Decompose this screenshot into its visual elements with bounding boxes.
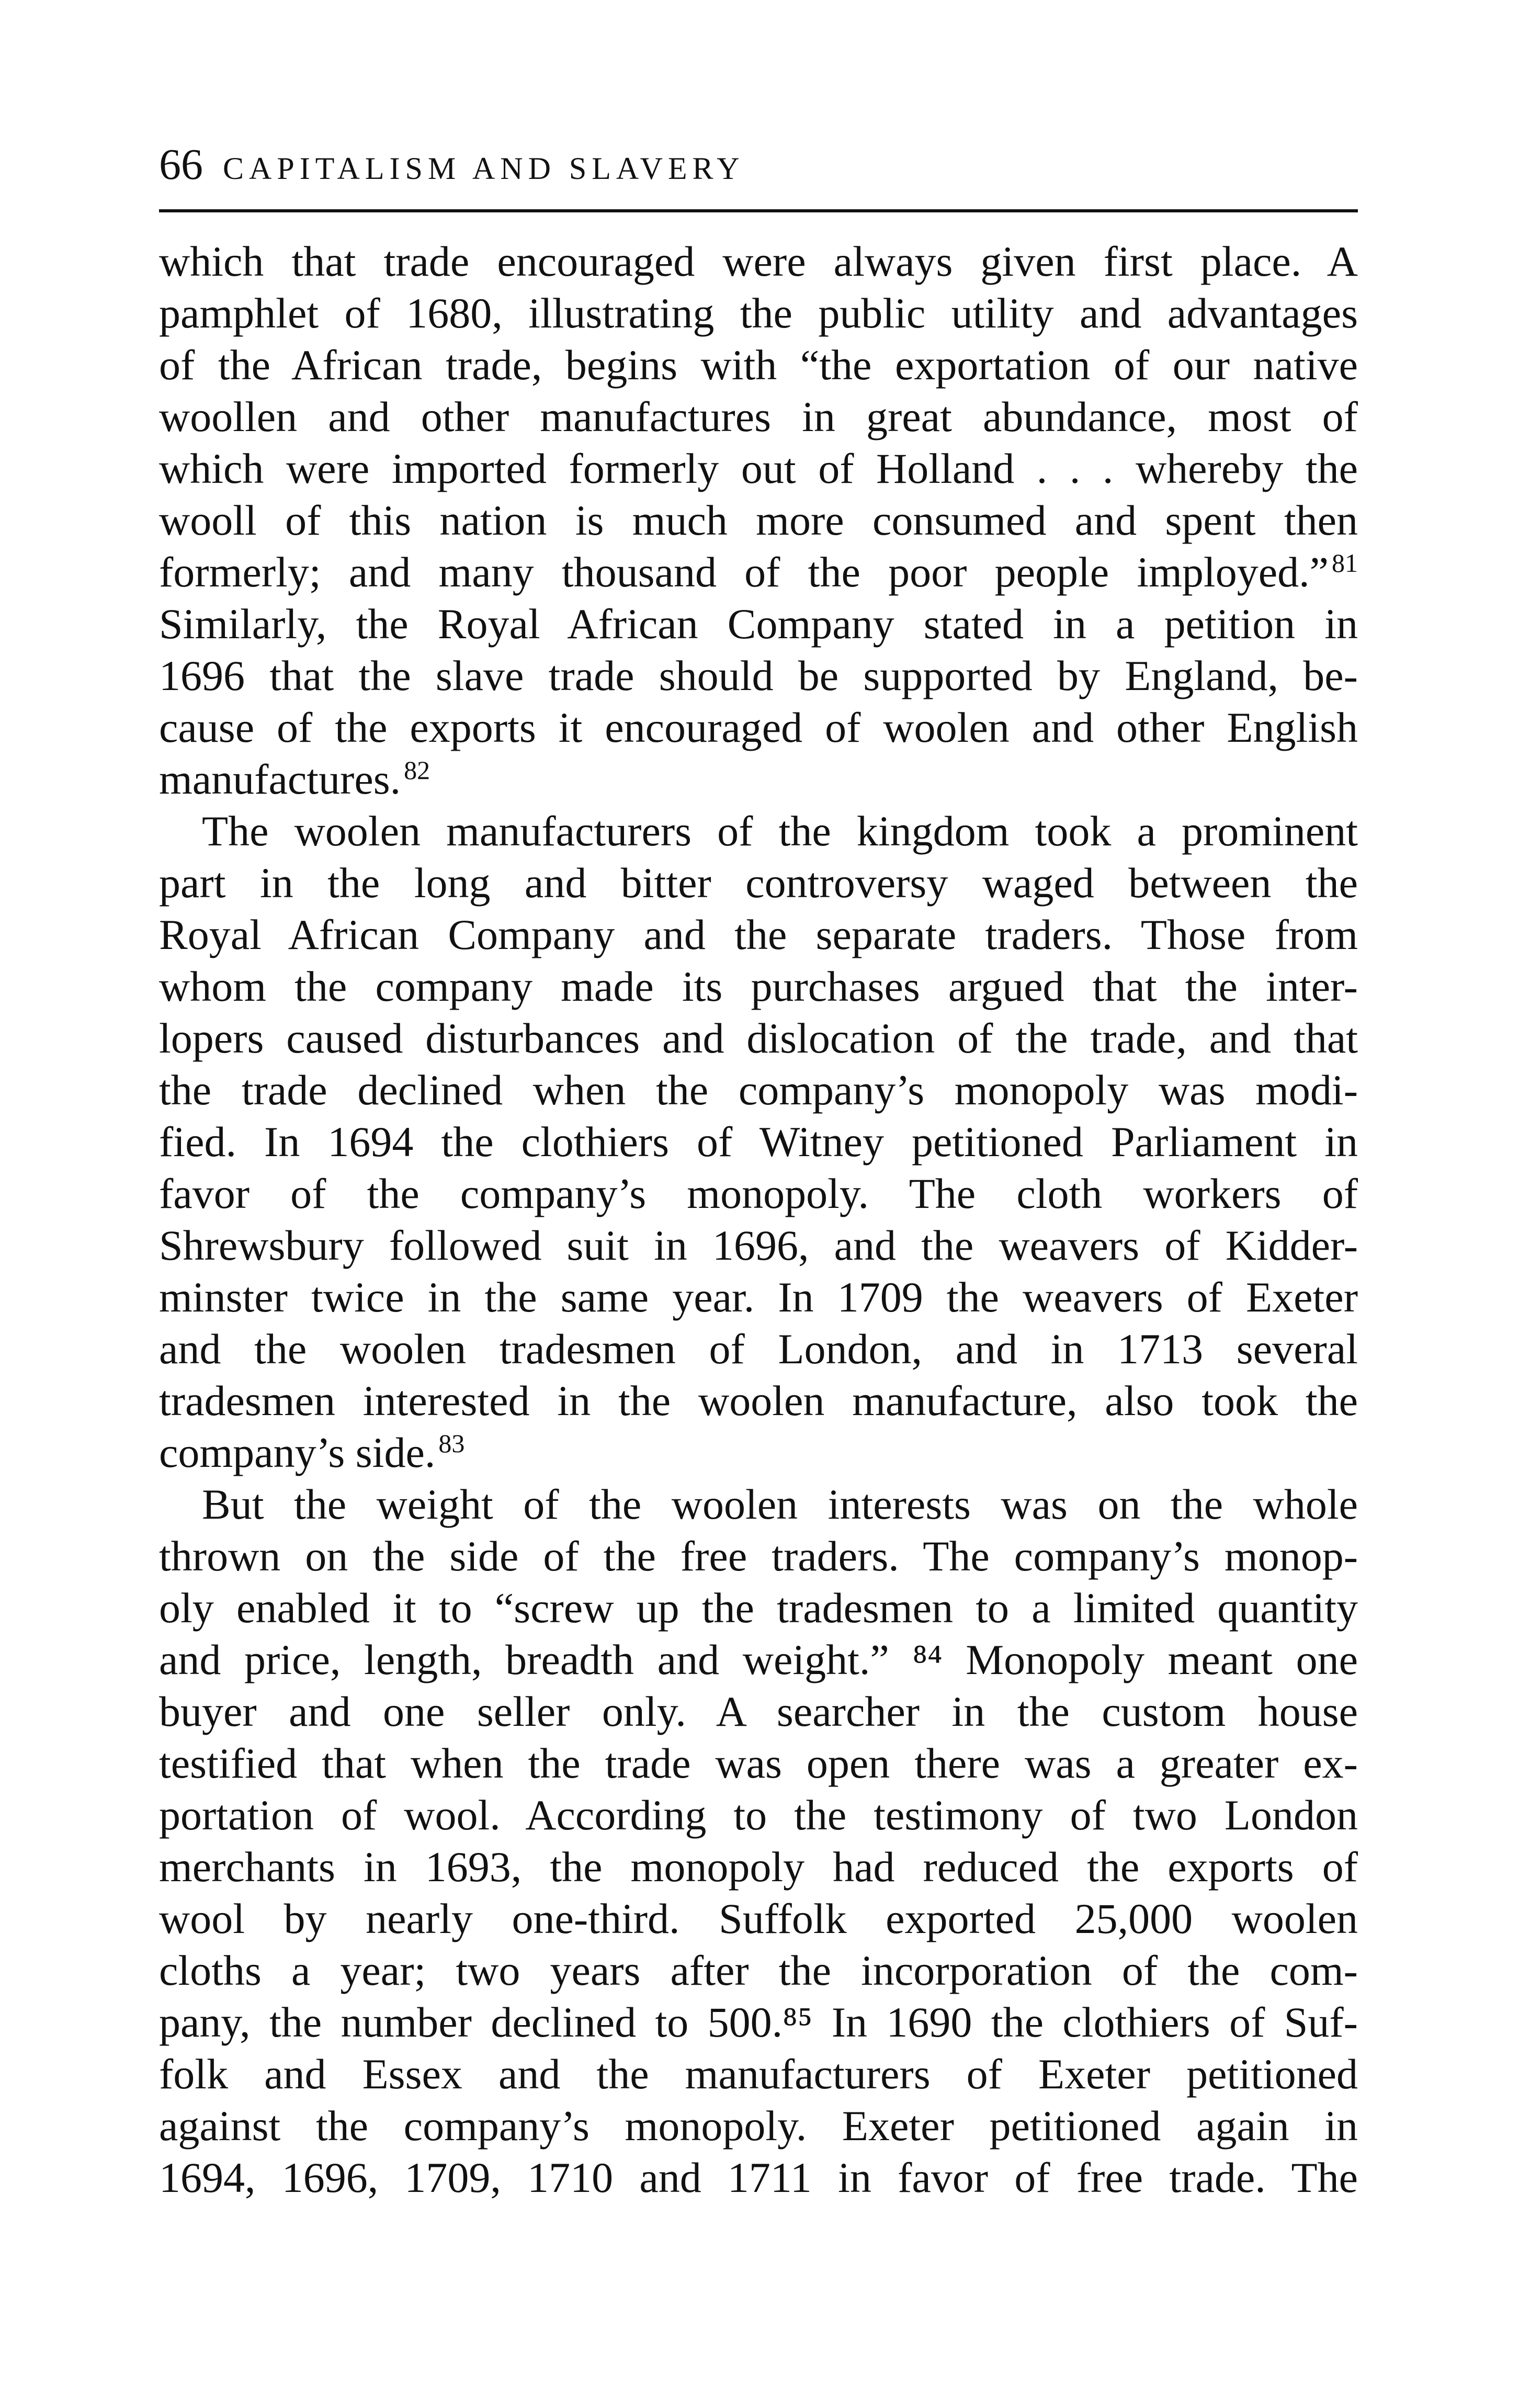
line-text: tradesmen interested in the woolen manufacture, also took the [159, 1377, 1358, 1425]
text-line [159, 1478, 1358, 1530]
text-line [159, 1945, 1358, 1996]
text-line [159, 494, 1358, 546]
line-text: which that trade encouraged were always given first place. A [159, 238, 1358, 285]
text-line [159, 1686, 1358, 1737]
line-text: Similarly, the Royal African Company stated in a petition in [159, 600, 1358, 648]
text-line [159, 753, 1358, 805]
line-text: the trade declined when the company’s monopoly was modi- [159, 1066, 1358, 1114]
header-rule [159, 209, 1358, 212]
line-text: lopers caused disturbances and dislocation of the trade, and that [159, 1014, 1358, 1062]
text-line [159, 805, 1358, 857]
line-text: and the woolen tradesmen of London, and in 1713 several [159, 1325, 1358, 1373]
text-line [159, 960, 1358, 1012]
text-line [159, 2100, 1358, 2152]
text-line [159, 2152, 1358, 2203]
line-text: pamphlet of 1680, illustrating the public utility and advantages [159, 289, 1358, 337]
text-line [159, 1427, 1358, 1478]
line-text: of the African trade, begins with “the exportation of our native [159, 341, 1358, 389]
line-text: Shrewsbury followed suit in 1696, and the weavers of Kidder- [159, 1222, 1358, 1269]
line-text: 1694, 1696, 1709, 1710 and 1711 in favor of free trade. The [159, 2154, 1358, 2201]
line-text: cloths a year; two years after the incorporation of the com- [159, 1947, 1358, 1994]
line-text: portation of wool. According to the testimony of two London [159, 1791, 1358, 1839]
line-text: whom the company made its purchases argued that the inter- [159, 963, 1358, 1010]
text-line [159, 1323, 1358, 1375]
line-text: 1696 that the slave trade should be supported by England, be- [159, 652, 1358, 699]
text-line [159, 287, 1358, 339]
footnote-marker: 83 [438, 1429, 465, 1458]
line-text: which were imported formerly out of Holland . . . whereby the [159, 445, 1358, 492]
text-line [159, 339, 1358, 391]
text-line [159, 650, 1358, 702]
text-line [159, 702, 1358, 753]
text-line [159, 235, 1358, 287]
text-line [159, 1530, 1358, 1582]
text-line [159, 1789, 1358, 1841]
text-line [159, 1064, 1358, 1116]
text-line [159, 391, 1358, 443]
body-text [159, 235, 1358, 2203]
line-text: thrown on the side of the free traders. The company’s monop- [159, 1532, 1358, 1580]
text-line [159, 1582, 1358, 1634]
line-text: testified that when the trade was open there was a greater ex- [159, 1739, 1358, 1787]
line-text: favor of the company’s monopoly. The cloth workers of [159, 1170, 1358, 1217]
line-text: buyer and one seller only. A searcher in the custom house [159, 1688, 1358, 1735]
book-title: CAPITALISM AND SLAVERY [223, 151, 745, 186]
line-text: cause of the exports it encouraged of woolen and other English [159, 704, 1358, 751]
footnote-marker: 82 [404, 755, 430, 785]
line-text: fied. In 1694 the clothiers of Witney petitioned Parliament in [159, 1118, 1358, 1166]
line-text: formerly; and many thousand of the poor people imployed.” [159, 548, 1329, 596]
text-line [159, 857, 1358, 909]
line-text: company’s side. [159, 1429, 436, 1476]
line-text: The woolen manufacturers of the kingdom took a prominent [202, 807, 1358, 855]
text-line [159, 1634, 1358, 1686]
line-text: But the weight of the woolen interests was on the whole [202, 1480, 1358, 1528]
text-line [159, 598, 1358, 650]
text-line [159, 1271, 1358, 1323]
text-line [159, 1841, 1358, 1893]
text-line [159, 1737, 1358, 1789]
text-line [159, 1012, 1358, 1064]
line-text: minster twice in the same year. In 1709 the weavers of Exeter [159, 1273, 1358, 1321]
line-text: Royal African Company and the separate traders. Those from [159, 911, 1358, 958]
line-text: part in the long and bitter controversy waged between the [159, 859, 1358, 907]
text-line [159, 2048, 1358, 2100]
text-line [159, 1168, 1358, 1219]
text-line [159, 1996, 1358, 2048]
line-text: and price, length, breadth and weight.” ⁸⁴ Monopoly meant one [159, 1636, 1358, 1683]
text-line [159, 909, 1358, 960]
line-text: against the company’s monopoly. Exeter petitioned again in [159, 2102, 1358, 2150]
text-line [159, 1219, 1358, 1271]
line-text: merchants in 1693, the monopoly had reduced the exports of [159, 1843, 1358, 1891]
line-text: wooll of this nation is much more consumed and spent then [159, 496, 1358, 544]
line-text: folk and Essex and the manufacturers of Exeter petitioned [159, 2050, 1358, 2098]
page-number: 66 [159, 140, 203, 189]
line-text: oly enabled it to “screw up the tradesmen to a limited quantity [159, 1584, 1358, 1632]
line-text: pany, the number declined to 500.⁸⁵ In 1690 the clothiers of Suf- [159, 1998, 1358, 2046]
text-line [159, 1893, 1358, 1945]
line-text: manufactures. [159, 755, 401, 803]
text-line [159, 546, 1358, 598]
text-line [159, 1116, 1358, 1168]
line-text: woollen and other manufactures in great abundance, most of [159, 393, 1358, 440]
footnote-marker: 81 [1332, 548, 1358, 578]
running-head [159, 141, 1358, 188]
line-text: wool by nearly one-third. Suffolk exported 25,000 woolen [159, 1895, 1358, 1942]
text-line [159, 443, 1358, 494]
text-line [159, 1375, 1358, 1427]
